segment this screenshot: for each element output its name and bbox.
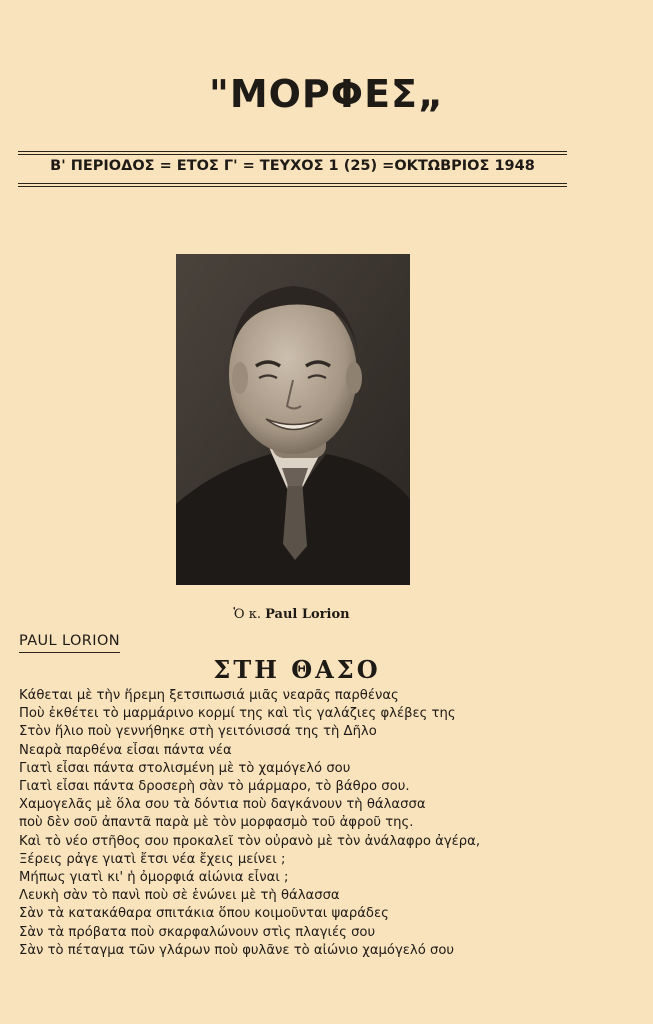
magazine-title: "ΜΟΡΦΕΣ„ (209, 72, 444, 116)
header-rule-bottom-inner (18, 183, 567, 184)
poem-line: Νεαρὰ παρθένα εἶσαι πάντα νέα (19, 742, 232, 758)
portrait-photo (176, 254, 410, 585)
caption-name: Paul Lorion (265, 607, 350, 622)
poem-line: Σὰν τὰ κατακάθαρα σπιτάκια ὅπου κοιμοῦνται ψαράδες (19, 906, 389, 922)
poem-line: Σὰν τὰ πρόβατα ποὺ σκαρφαλώνουν στὶς πλαγιές σου (19, 924, 376, 940)
photo-caption (0, 607, 583, 622)
poem-line: ποὺ δὲν σοῦ ἀπαντᾶ παρὰ μὲ τὸν μορφασμὸ τοῦ ἀφροῦ της. (19, 815, 414, 831)
poem-line: Σὰν τὸ πέταγμα τῶν γλάρων ποὺ φυλᾶνε τὸ αἰώνιο χαμόγελό σου (19, 942, 455, 958)
poem-line: Γιατὶ εἶσαι πάντα στολισμένη μὲ τὸ χαμόγελό σου (19, 760, 351, 776)
poem-line: Στὸν ἥλιο ποὺ γεννήθηκε στὴ γειτόνισσά της τὴ Δῆλο (19, 724, 377, 740)
poem-line: Κάθεται μὲ τὴν ἥρεμη ξετσιπωσιά μιᾶς νεαρᾶς παρθένας (19, 688, 399, 703)
poem-line: Χαμογελᾶς μὲ ὅλα σου τὰ δόντια ποὺ δαγκάνουν τὴ θάλασσα (19, 797, 426, 813)
poem-line: Μήπως γιατὶ κι' ἡ ὀμορφιά αἰώνια εἶναι ; (19, 870, 289, 886)
poem-line: Ξέρεις ρἀγε γιατὶ ἔτσι νέα ἔχεις μείνει ; (19, 851, 286, 867)
poem-title: ΣΤΗ ΘΑΣΟ (213, 655, 381, 684)
header-rule-top-inner (18, 154, 567, 155)
header-rule-top (18, 151, 567, 152)
caption-prefix: Ὁ κ. (233, 607, 261, 622)
poem-body (19, 687, 579, 960)
poem-author: PAUL LORION (19, 633, 120, 653)
poem-line: Καὶ τὸ νέο στῆθος σου προκαλεῖ τὸν οὐρανὸ μὲ τὸν ἀνάλαφρο ἀγέρα, (19, 833, 481, 849)
issue-line: Β' ΠΕΡΙΟΔΟΣ = ΕΤΟΣ Γ' = ΤΕΥΧΟΣ 1 (25) =ΟΚΤΩΒΡΙΟΣ 1948 (50, 158, 535, 174)
poem-line: Ποὺ ἐκθέτει τὸ μαρμάρινο κορμί της καὶ τὶς γαλάζιες φλέβες της (19, 706, 456, 722)
header-rule-bottom (18, 186, 567, 187)
poem-line: Γιατὶ εἶσαι πάντα δροσερὴ σὰν τὸ μάρμαρο, τὸ βάθρο σου. (19, 779, 410, 795)
poem-line: Λευκὴ σὰν τὸ πανὶ ποὺ σὲ ἑνώνει μὲ τὴ θάλασσα (19, 888, 340, 904)
